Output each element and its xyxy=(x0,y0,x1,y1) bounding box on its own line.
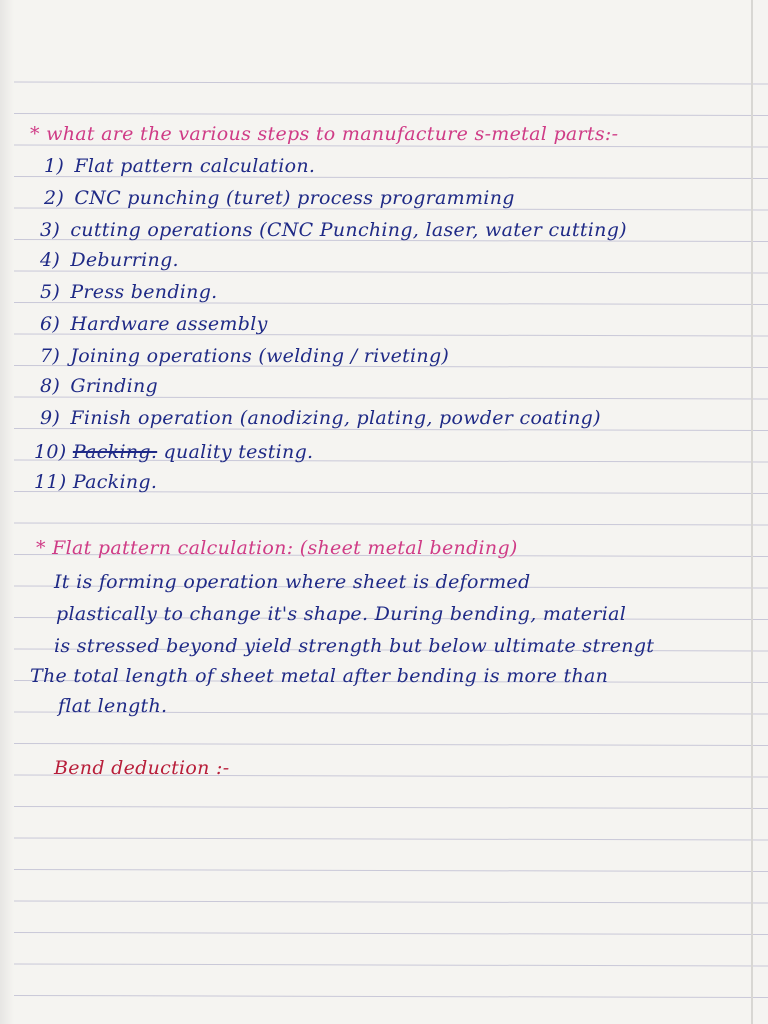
list-item xyxy=(40,374,158,398)
step-number: 1) xyxy=(44,155,65,177)
list-item xyxy=(40,218,627,242)
rule-line xyxy=(14,964,768,966)
step-number: 9) xyxy=(40,407,61,429)
step-number: 11) xyxy=(34,471,67,493)
heading-star: * xyxy=(36,537,46,559)
list-item xyxy=(34,470,157,494)
struck-text: Packing. xyxy=(72,441,158,463)
rule-line xyxy=(14,838,768,840)
rule-line xyxy=(14,807,768,809)
step-text: Hardware assembly xyxy=(70,313,268,335)
step-text: Packing. xyxy=(72,471,158,493)
list-item xyxy=(44,186,515,210)
body-line: flat length. xyxy=(58,695,168,717)
step-number: 2) xyxy=(44,187,65,209)
body-line: plastically to change it's shape. During bending, material xyxy=(56,603,627,625)
body-line: It is forming operation where sheet is deformed xyxy=(54,571,531,593)
step-number: 3) xyxy=(40,219,61,241)
list-item xyxy=(40,280,218,304)
step-number: 6) xyxy=(40,313,61,335)
list-item xyxy=(40,248,179,272)
step-number: 10) xyxy=(34,441,67,463)
step-text: Flat pattern calculation. xyxy=(74,155,316,177)
list-item xyxy=(44,154,315,178)
subheading: Bend deduction :- xyxy=(54,757,230,779)
step-number: 5) xyxy=(40,281,61,303)
step-text: Deburring. xyxy=(70,249,179,271)
rule-line xyxy=(14,82,768,84)
step-text: CNC punching (turet) process programming xyxy=(74,187,515,209)
list-item xyxy=(40,312,268,336)
rule-line xyxy=(14,901,768,903)
body-line: The total length of sheet metal after bending is more than xyxy=(30,665,609,687)
heading-paren: (sheet metal bending) xyxy=(299,537,518,559)
step-number: 7) xyxy=(40,345,61,367)
section-heading xyxy=(36,536,518,560)
step-number: 8) xyxy=(40,375,61,397)
step-text: Press bending. xyxy=(70,281,218,303)
list-item xyxy=(40,344,449,368)
step-text: cutting operations (CNC Punching, laser, water cutting) xyxy=(70,219,627,241)
step-text: Joining operations (welding / riveting) xyxy=(70,345,450,367)
body-line: is stressed beyond yield strength but below ultimate strengt xyxy=(54,635,655,657)
list-item xyxy=(34,440,313,464)
step-text: Finish operation (anodizing, plating, powder coating) xyxy=(70,407,601,429)
rule-line xyxy=(14,870,768,872)
rule-line xyxy=(14,933,768,935)
rule-line xyxy=(14,996,768,998)
step-text: quality testing. xyxy=(163,441,314,463)
rule-line xyxy=(14,744,768,746)
list-item xyxy=(40,406,601,430)
rule-line xyxy=(14,114,768,116)
rule-line xyxy=(14,523,768,525)
step-text: Grinding xyxy=(70,375,158,397)
section-heading: * what are the various steps to manufacture s-metal parts:- xyxy=(30,123,619,145)
heading-main: Flat pattern calculation: xyxy=(52,537,294,559)
step-number: 4) xyxy=(40,249,61,271)
